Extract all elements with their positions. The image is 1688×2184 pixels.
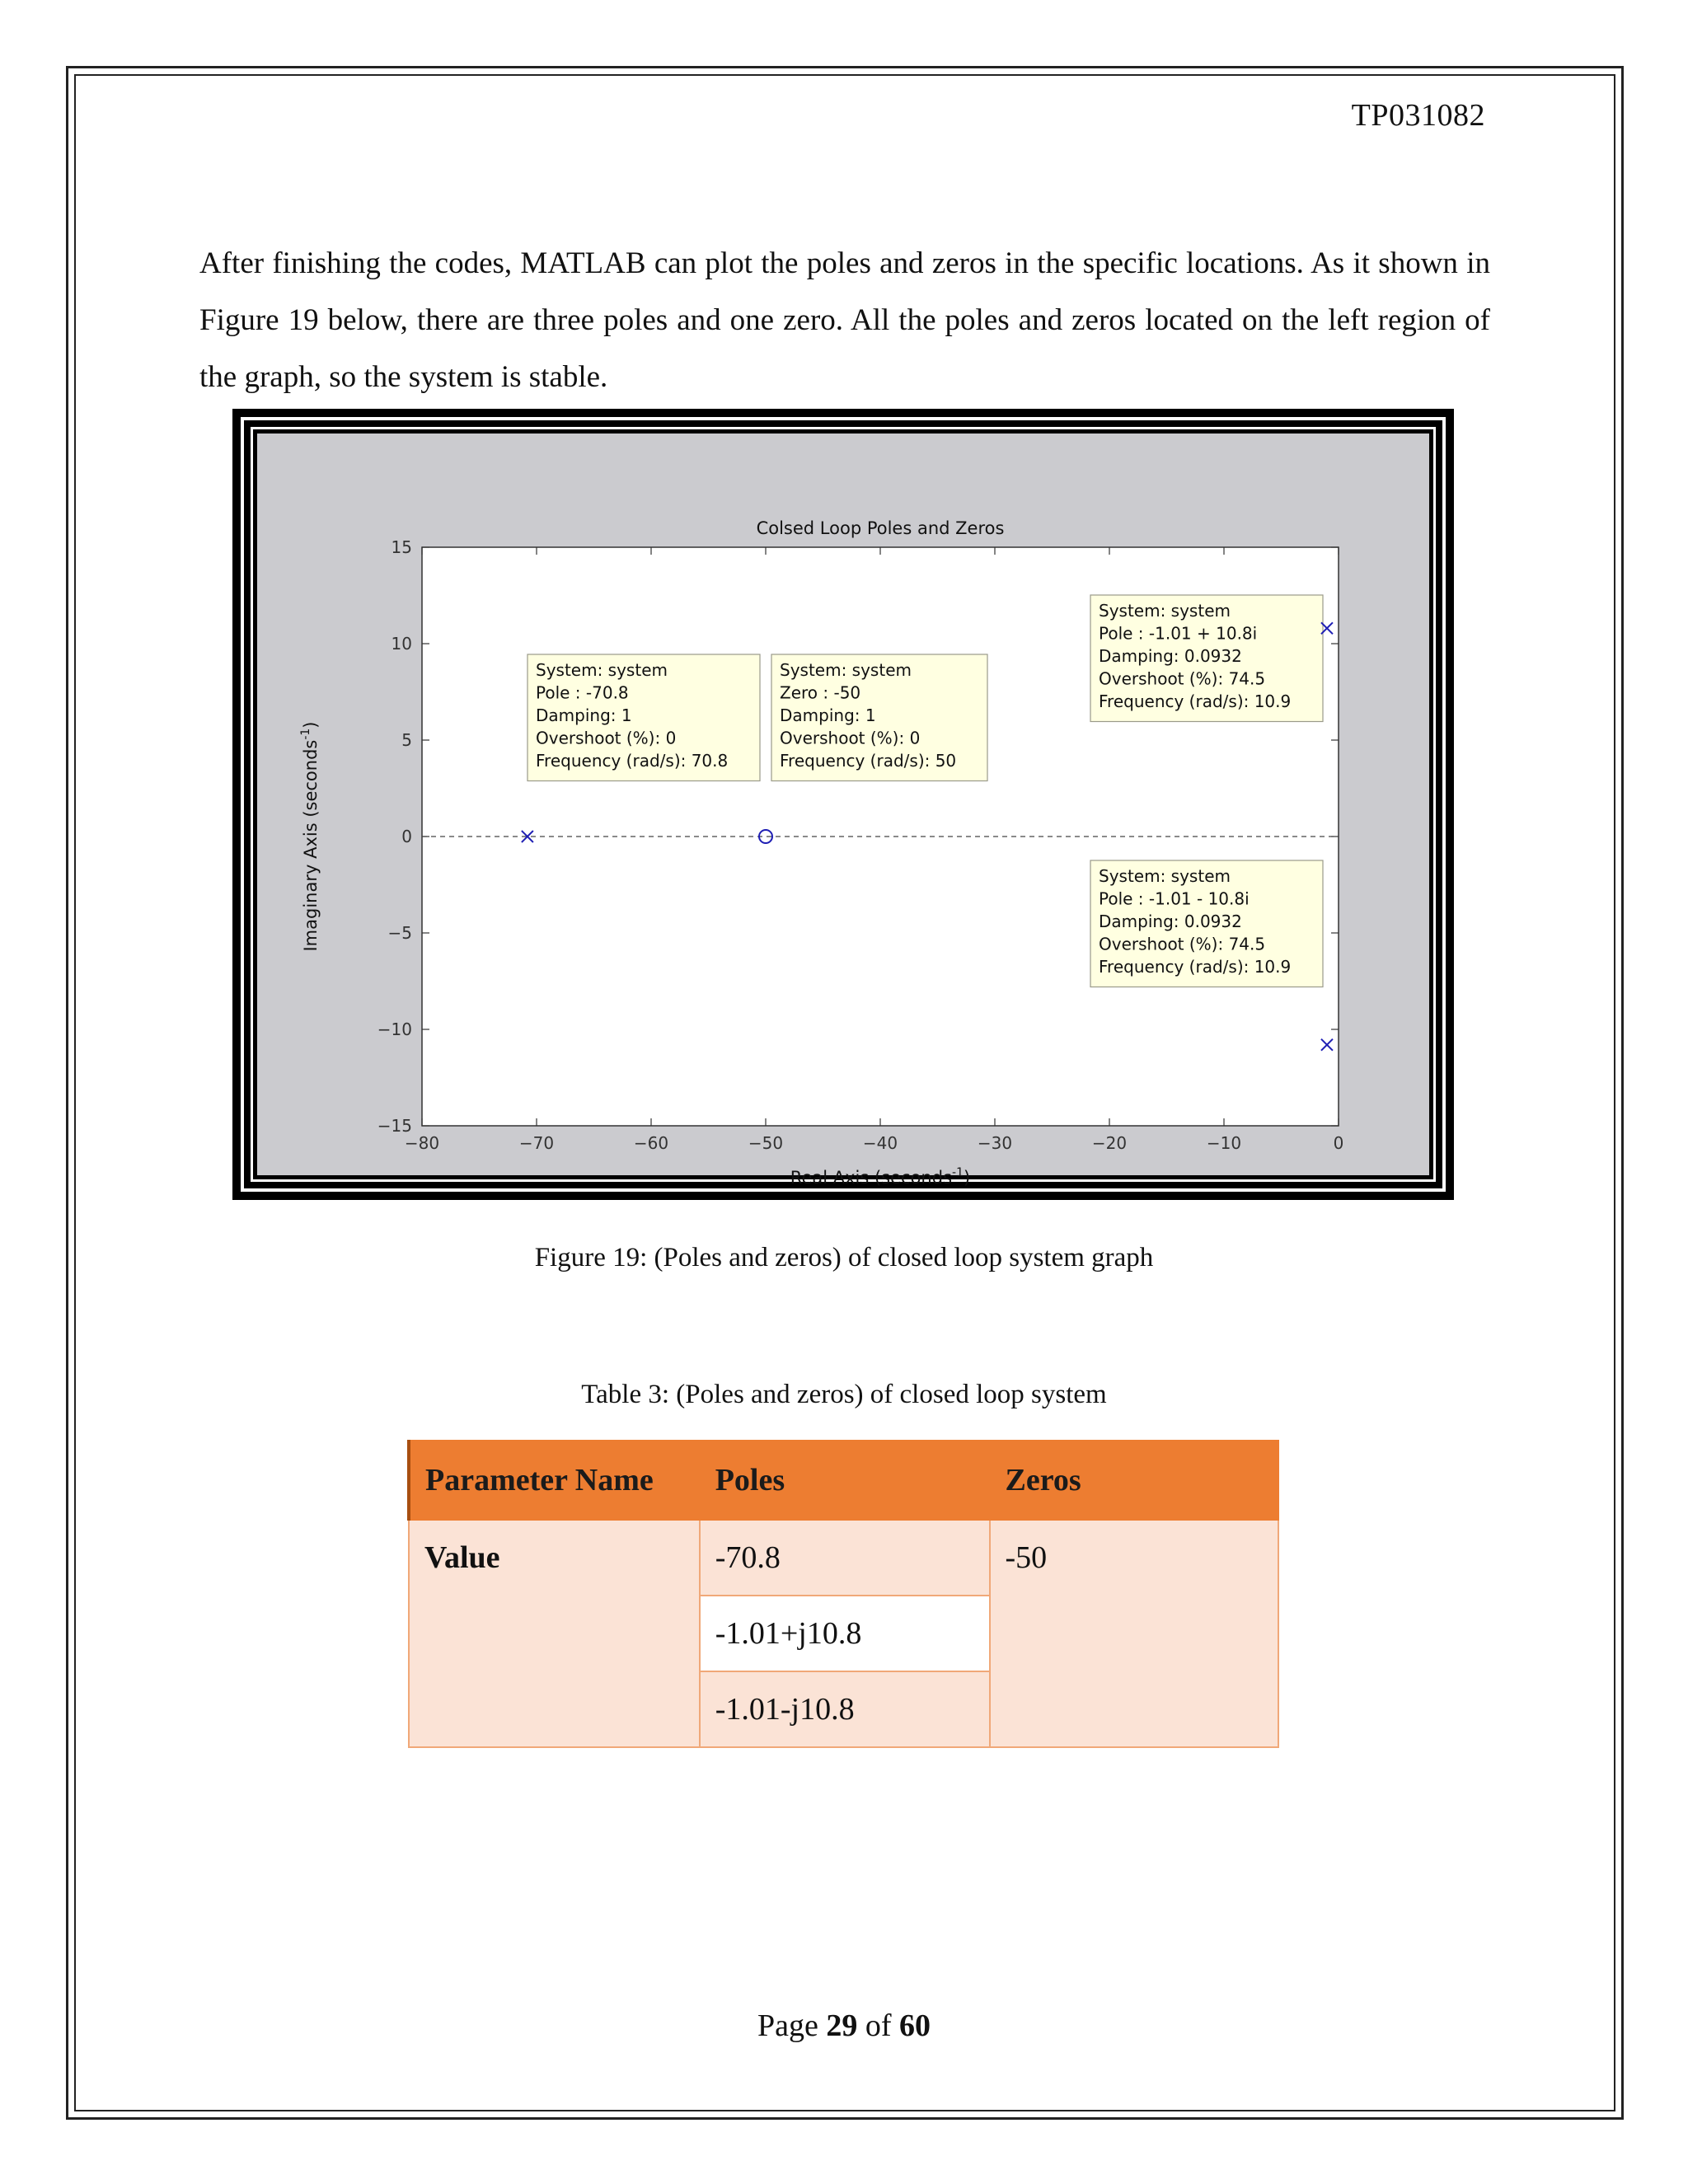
- cell-pole-3: -1.01-j10.8: [700, 1671, 990, 1747]
- footer-page-number: 29: [826, 2008, 858, 2043]
- footer-prefix: Page: [757, 2008, 818, 2043]
- x-tick-label: 0: [1333, 1133, 1344, 1153]
- x-tick-label: −70: [518, 1133, 555, 1153]
- y-tick-label: 15: [391, 537, 412, 557]
- x-tick-label: −10: [1206, 1133, 1242, 1153]
- datatip-line: Damping: 1: [780, 705, 876, 725]
- datatip-line: System: system: [536, 660, 668, 680]
- datatip-line: Damping: 1: [536, 705, 632, 725]
- matlab-figure-panel: [257, 434, 1429, 1188]
- datatip-line: System: system: [1099, 866, 1231, 886]
- x-tick-label: −80: [404, 1133, 440, 1153]
- y-tick-label: −10: [377, 1019, 412, 1039]
- x-axis-label: Real Axis (seconds$^{-1}$): [790, 1166, 971, 1188]
- datatip-line: Frequency (rad/s): 10.9: [1099, 957, 1292, 977]
- header-zeros: Zeros: [990, 1441, 1278, 1520]
- document-id: TP031082: [1351, 98, 1485, 133]
- footer-total-pages: 60: [899, 2008, 931, 2043]
- x-tick-label: −40: [862, 1133, 898, 1153]
- pole-zero-chart: [257, 434, 1429, 1188]
- page-footer: [0, 2008, 1688, 2044]
- datatip-line: System: system: [780, 660, 912, 680]
- poles-zeros-table: [407, 1440, 1279, 1748]
- x-tick-label: −20: [1091, 1133, 1128, 1153]
- table-caption: Table 3: (Poles and zeros) of closed loop system: [581, 1380, 1107, 1409]
- datatip-line: Frequency (rad/s): 50: [780, 751, 957, 771]
- datatip-line: Overshoot (%): 0: [780, 728, 921, 748]
- figure-frame: [232, 409, 1454, 1200]
- table-row: [409, 1520, 1278, 1596]
- footer-of: of: [865, 2008, 892, 2043]
- datatip-line: Pole : -1.01 + 10.8i: [1099, 623, 1258, 644]
- y-tick-label: 10: [391, 634, 412, 654]
- datatip-line: Overshoot (%): 74.5: [1099, 668, 1266, 689]
- datatip-line: Pole : -1.01 - 10.8i: [1099, 888, 1250, 909]
- datatip-line: Pole : -70.8: [536, 682, 629, 703]
- y-axis-label: Imaginary Axis (seconds$^{-1}$): [299, 721, 321, 952]
- datatip-line: Zero : -50: [780, 682, 861, 703]
- header-parameter-name: Parameter Name: [409, 1441, 700, 1520]
- datatip-line: Overshoot (%): 0: [536, 728, 677, 748]
- intro-paragraph: After finishing the codes, MATLAB can plot the poles and zeros in the specific locations. As it shown in Figure 19 below, there are three poles and one zero. All the poles and zeros located on the left region of the graph, so the system is stable.: [199, 246, 1490, 394]
- cell-zero-1: -50: [990, 1520, 1278, 1747]
- cell-pole-2: -1.01+j10.8: [700, 1596, 990, 1671]
- datatip-line: Overshoot (%): 74.5: [1099, 934, 1266, 954]
- x-tick-label: −50: [748, 1133, 784, 1153]
- y-tick-label: −15: [377, 1116, 412, 1136]
- y-tick-label: −5: [387, 923, 412, 943]
- table-header-row: [409, 1441, 1278, 1520]
- figure-caption: Figure 19: (Poles and zeros) of closed loop system graph: [534, 1243, 1154, 1272]
- datatip-line: Damping: 0.0932: [1099, 646, 1242, 666]
- header-poles: Poles: [700, 1441, 990, 1520]
- x-tick-label: −60: [633, 1133, 669, 1153]
- cell-pole-1: -70.8: [700, 1520, 990, 1596]
- x-tick-label: −30: [977, 1133, 1013, 1153]
- row-label-value: Value: [409, 1520, 700, 1747]
- datatip-line: Frequency (rad/s): 70.8: [536, 751, 729, 771]
- datatip-line: Damping: 0.0932: [1099, 912, 1242, 931]
- datatip-line: Frequency (rad/s): 10.9: [1099, 691, 1292, 711]
- datatip-line: System: system: [1099, 601, 1231, 621]
- y-tick-label: 5: [401, 730, 412, 750]
- chart-title: Colsed Loop Poles and Zeros: [756, 518, 1005, 538]
- y-tick-label: 0: [401, 827, 412, 846]
